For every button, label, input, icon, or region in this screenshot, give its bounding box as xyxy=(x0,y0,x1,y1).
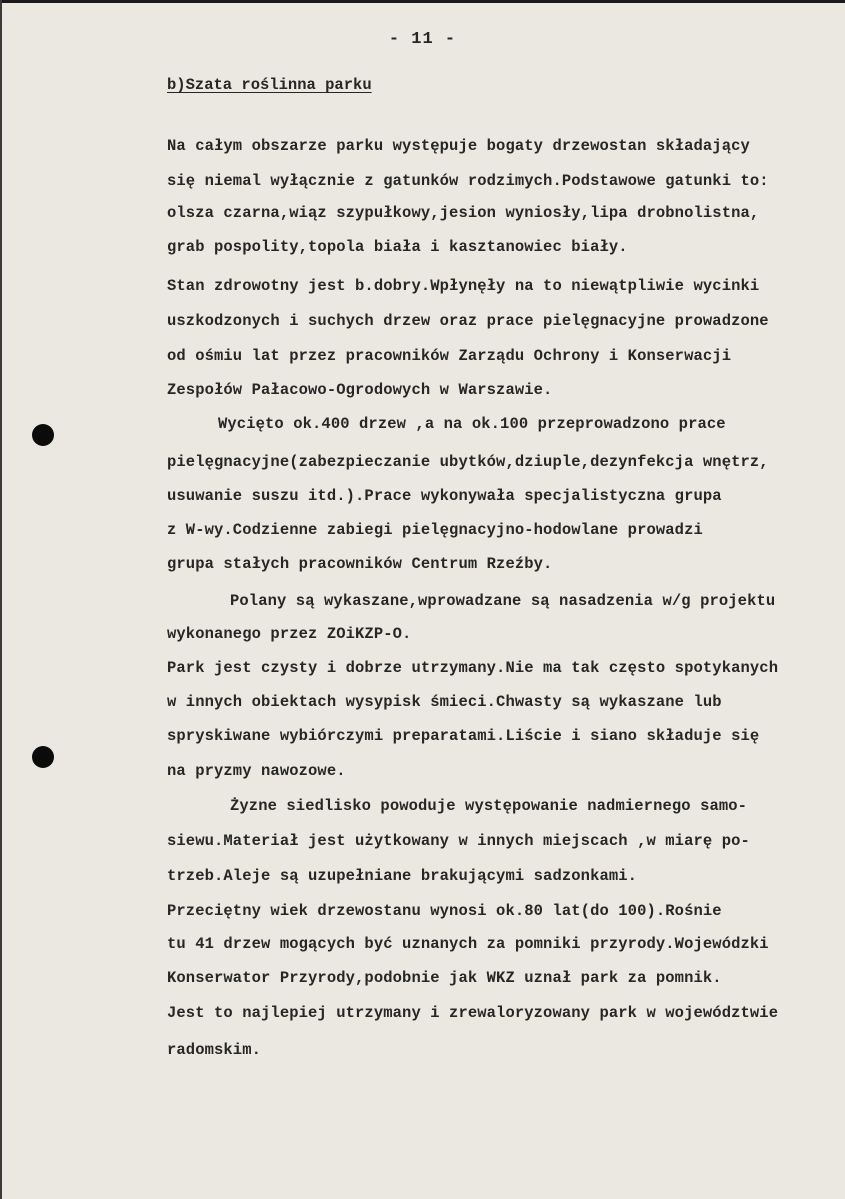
page-number: - 11 - xyxy=(388,30,457,49)
text-line: olsza czarna,wiąz szypułkowy,jesion wyniosły,lipa drobnolistna, xyxy=(167,204,760,222)
text-line: się niemal wyłącznie z gatunków rodzimych.Podstawowe gatunki to: xyxy=(167,172,769,190)
text-line: Zespołów Pałacowo-Ogrodowych w Warszawie. xyxy=(167,381,553,399)
text-line: w innych obiektach wysypisk śmieci.Chwasty są wykaszane lub xyxy=(167,693,722,711)
scan-edge-left xyxy=(0,0,2,1199)
text-line: tu 41 drzew mogących być uznanych za pomniki przyrody.Wojewódzki xyxy=(167,935,769,953)
text-line: usuwanie suszu itd.).Prace wykonywała specjalistyczna grupa xyxy=(167,487,722,505)
text-line: Stan zdrowotny jest b.dobry.Wpłynęły na to niewątpliwie wycinki xyxy=(167,277,760,295)
text-line: Park jest czysty i dobrze utrzymany.Nie ma tak często spotykanych xyxy=(167,659,779,677)
text-line: Konserwator Przyrody,podobnie jak WKZ uznał park za pomnik. xyxy=(167,969,722,987)
text-line: trzeb.Aleje są uzupełniane brakującymi sadzonkami. xyxy=(167,867,638,885)
section-title: b)Szata roślinna parku xyxy=(167,76,372,94)
text-line: na pryzmy nawozowe. xyxy=(167,762,346,780)
text-line: wykonanego przez ZOiKZP-O. xyxy=(167,625,412,643)
text-line: Wycięto ok.400 drzew ,a na ok.100 przeprowadzono prace xyxy=(218,415,726,433)
text-line: Przeciętny wiek drzewostanu wynosi ok.80 lat(do 100).Rośnie xyxy=(167,902,722,920)
punch-hole-icon xyxy=(32,746,54,768)
text-line: Jest to najlepiej utrzymany i zrewaloryzowany park w województwie xyxy=(167,1004,779,1022)
text-line: Na całym obszarze parku występuje bogaty drzewostan składający xyxy=(167,137,750,155)
text-line: pielęgnacyjne(zabezpieczanie ubytków,dziuple,dezynfekcja wnętrz, xyxy=(167,453,769,471)
text-line: grupa stałych pracowników Centrum Rzeźby. xyxy=(167,555,553,573)
text-line: Żyzne siedlisko powoduje występowanie nadmiernego samo- xyxy=(230,797,748,815)
text-line: siewu.Materiał jest użytkowany w innych miejscach ,w miarę po- xyxy=(167,832,750,850)
text-line: Polany są wykaszane,wprowadzane są nasadzenia w/g projektu xyxy=(230,592,776,610)
text-line: spryskiwane wybiórczymi preparatami.Liście i siano składuje się xyxy=(167,727,760,745)
scan-edge-top xyxy=(0,0,845,3)
text-line: uszkodzonych i suchych drzew oraz prace pielęgnacyjne prowadzone xyxy=(167,312,769,330)
punch-hole-icon xyxy=(32,424,54,446)
text-line: z W-wy.Codzienne zabiegi pielęgnacyjno-hodowlane prowadzi xyxy=(167,521,703,539)
text-line: radomskim. xyxy=(167,1041,262,1059)
text-line: od ośmiu lat przez pracowników Zarządu Ochrony i Konserwacji xyxy=(167,347,732,365)
text-line: grab pospolity,topola biała i kasztanowiec biały. xyxy=(167,238,628,256)
